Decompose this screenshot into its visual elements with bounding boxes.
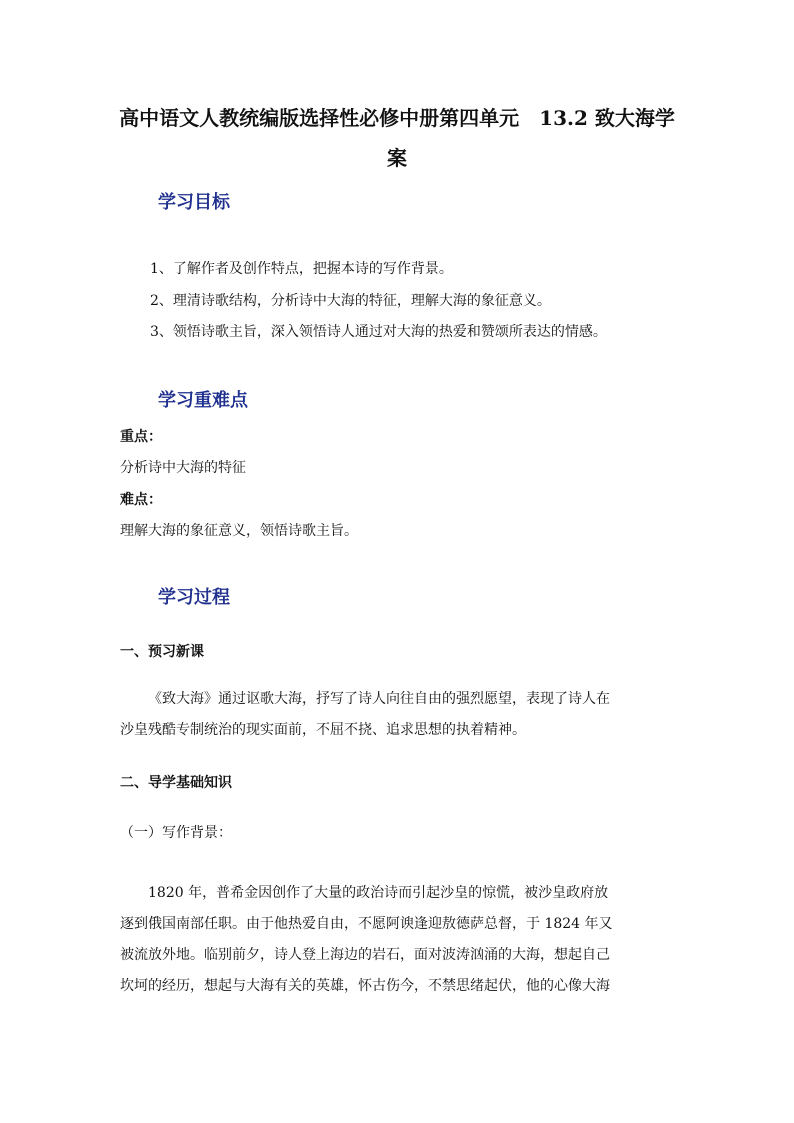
background-text-line: 被流放外地。临别前夕，诗人登上海边的岩石，面对波涛汹涌的大海，想起自己	[120, 947, 610, 963]
background-text-line: 逐到俄国南部任职。由于他热爱自由，不愿阿谀逢迎敖德萨总督，于 1824 年又	[120, 916, 613, 932]
difficult-point-text: 理解大海的象征意义，领悟诗歌主旨。	[120, 523, 358, 539]
difficult-point-label: 难点：	[120, 492, 162, 508]
heading-learning-process: 学习过程	[158, 587, 230, 608]
part1-text-line: 《致大海》通过讴歌大海，抒写了诗人向往自由的强烈愿望，表现了诗人在	[148, 691, 610, 707]
heading-learning-goals: 学习目标	[158, 192, 230, 213]
document-title: 高中语文人教统编版选择性必修中册第四单元 13.2 致大海学案	[119, 106, 675, 170]
key-point-text: 分析诗中大海的特征	[120, 460, 246, 476]
goal-item-1: 1、了解作者及创作特点，把握本诗的写作背景。	[150, 261, 453, 277]
sub1-heading: （一）写作背景：	[120, 825, 232, 841]
goal-item-3: 3、领悟诗歌主旨，深入领悟诗人通过对大海的热爱和赞颂所表达的情感。	[150, 324, 607, 340]
part1-text-line: 沙皇残酷专制统治的现实面前，不屈不挠、追求思想的执着精神。	[120, 722, 526, 738]
part1-paragraph	[120, 684, 676, 746]
key-point-label: 重点：	[120, 429, 162, 445]
background-text-line: 1820 年，普希金因创作了大量的政治诗而引起沙皇的惊慌，被沙皇政府放	[148, 885, 609, 901]
heading-key-points: 学习重难点	[158, 390, 248, 411]
background-text-line: 坎坷的经历，想起与大海有关的英雄，怀古伤今，不禁思绪起伏，他的心像大海	[120, 978, 610, 994]
part2-heading: 二、导学基础知识	[120, 775, 232, 791]
part1-heading: 一、预习新课	[120, 644, 204, 660]
goal-item-2: 2、理清诗歌结构，分析诗中大海的特征，理解大海的象征意义。	[150, 293, 551, 309]
background-paragraph	[120, 878, 676, 1002]
